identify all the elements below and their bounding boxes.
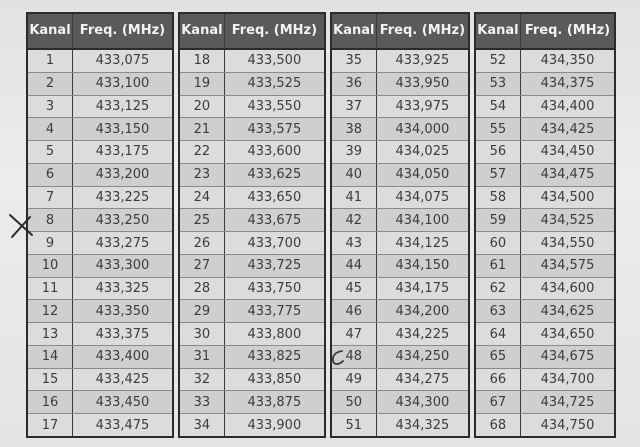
channel-cell: 13 bbox=[28, 323, 73, 345]
table-row bbox=[476, 187, 614, 210]
channel-cell: 31 bbox=[180, 346, 225, 368]
header-frequency: Freq. (MHz) bbox=[379, 23, 466, 38]
handwritten-check-mark bbox=[328, 348, 348, 368]
frequency-cell: 433,275 bbox=[95, 235, 150, 251]
table-row bbox=[332, 278, 468, 301]
channel-cell: 15 bbox=[28, 369, 73, 391]
table-row bbox=[332, 369, 468, 392]
table-row bbox=[28, 300, 172, 323]
frequency-cell: 433,750 bbox=[247, 281, 302, 297]
channel-cell: 58 bbox=[476, 187, 521, 209]
channel-cell: 22 bbox=[180, 141, 225, 163]
channel-cell: 40 bbox=[332, 164, 377, 186]
channel-cell: 14 bbox=[28, 346, 73, 368]
table-row bbox=[180, 118, 324, 141]
table-row bbox=[476, 141, 614, 164]
channel-cell: 56 bbox=[476, 141, 521, 163]
table-row bbox=[180, 369, 324, 392]
table-row bbox=[332, 73, 468, 96]
channel-cell: 8 bbox=[28, 209, 73, 231]
table-row bbox=[28, 118, 172, 141]
frequency-cell: 433,500 bbox=[247, 53, 302, 69]
table-row bbox=[28, 164, 172, 187]
table-row bbox=[332, 255, 468, 278]
table-row bbox=[476, 209, 614, 232]
frequency-cell: 433,225 bbox=[95, 189, 150, 205]
table-row bbox=[180, 50, 324, 73]
table-row bbox=[28, 414, 172, 436]
table-row bbox=[28, 255, 172, 278]
table-row bbox=[332, 50, 468, 73]
frequency-cell: 434,300 bbox=[395, 394, 450, 410]
table-row bbox=[476, 369, 614, 392]
channel-cell: 60 bbox=[476, 232, 521, 254]
channel-cell: 42 bbox=[332, 209, 377, 231]
table-row bbox=[180, 164, 324, 187]
frequency-cell: 434,675 bbox=[540, 349, 595, 365]
frequency-cell: 434,250 bbox=[395, 349, 450, 365]
channel-cell: 20 bbox=[180, 96, 225, 118]
channel-cell: 50 bbox=[332, 391, 377, 413]
channel-cell: 53 bbox=[476, 73, 521, 95]
channel-cell: 64 bbox=[476, 323, 521, 345]
table-row bbox=[332, 209, 468, 232]
frequency-cell: 433,425 bbox=[95, 372, 150, 388]
channel-cell: 44 bbox=[332, 255, 377, 277]
frequency-cell: 434,175 bbox=[395, 281, 450, 297]
frequency-cell: 433,125 bbox=[95, 98, 150, 114]
table-block-4 bbox=[474, 12, 616, 438]
frequency-cell: 433,725 bbox=[247, 258, 302, 274]
table-row bbox=[180, 141, 324, 164]
table-row bbox=[476, 50, 614, 73]
table-row bbox=[332, 346, 468, 369]
channel-cell: 47 bbox=[332, 323, 377, 345]
channel-cell: 49 bbox=[332, 369, 377, 391]
frequency-cell: 433,700 bbox=[247, 235, 302, 251]
channel-cell: 11 bbox=[28, 278, 73, 300]
channel-cell: 1 bbox=[28, 50, 73, 72]
table-row bbox=[332, 414, 468, 436]
channel-cell: 28 bbox=[180, 278, 225, 300]
channel-cell: 66 bbox=[476, 369, 521, 391]
channel-cell: 18 bbox=[180, 50, 225, 72]
table-row bbox=[332, 300, 468, 323]
channel-cell: 29 bbox=[180, 300, 225, 322]
channel-cell: 67 bbox=[476, 391, 521, 413]
table-row bbox=[332, 96, 468, 119]
frequency-cell: 433,450 bbox=[95, 394, 150, 410]
channel-cell: 52 bbox=[476, 50, 521, 72]
frequency-cell: 434,400 bbox=[540, 98, 595, 114]
table-row bbox=[476, 164, 614, 187]
channel-cell: 35 bbox=[332, 50, 377, 72]
channel-cell: 68 bbox=[476, 414, 521, 436]
table-row bbox=[180, 96, 324, 119]
channel-cell: 19 bbox=[180, 73, 225, 95]
channel-cell: 46 bbox=[332, 300, 377, 322]
table-block-1 bbox=[26, 12, 174, 438]
frequency-cell: 433,850 bbox=[247, 372, 302, 388]
frequency-cell: 433,325 bbox=[95, 281, 150, 297]
table-header bbox=[180, 14, 324, 50]
header-channel: Kanal bbox=[180, 14, 225, 48]
channel-cell: 62 bbox=[476, 278, 521, 300]
frequency-cell: 434,550 bbox=[540, 235, 595, 251]
channel-cell: 43 bbox=[332, 232, 377, 254]
channel-cell: 55 bbox=[476, 118, 521, 140]
frequency-cell: 434,650 bbox=[540, 326, 595, 342]
frequency-cell: 433,200 bbox=[95, 167, 150, 183]
table-row bbox=[476, 255, 614, 278]
frequency-cell: 433,600 bbox=[247, 144, 302, 160]
channel-cell: 9 bbox=[28, 232, 73, 254]
table-row bbox=[332, 232, 468, 255]
frequency-cell: 433,875 bbox=[247, 394, 302, 410]
frequency-cell: 433,350 bbox=[95, 303, 150, 319]
frequency-cell: 433,625 bbox=[247, 167, 302, 183]
frequency-cell: 434,725 bbox=[540, 394, 595, 410]
frequency-cell: 434,325 bbox=[395, 417, 450, 433]
frequency-cell: 433,650 bbox=[247, 189, 302, 205]
table-row bbox=[28, 369, 172, 392]
table-row bbox=[476, 232, 614, 255]
channel-cell: 61 bbox=[476, 255, 521, 277]
frequency-cell: 433,800 bbox=[247, 326, 302, 342]
frequency-cell: 433,475 bbox=[95, 417, 150, 433]
header-frequency: Freq. (MHz) bbox=[524, 23, 611, 38]
frequency-cell: 433,175 bbox=[95, 144, 150, 160]
channel-cell: 17 bbox=[28, 414, 73, 436]
table-row bbox=[332, 323, 468, 346]
table-row bbox=[28, 187, 172, 210]
table-row bbox=[180, 278, 324, 301]
channel-cell: 48 bbox=[332, 346, 377, 368]
table-row bbox=[476, 391, 614, 414]
frequency-cell: 433,825 bbox=[247, 349, 302, 365]
table-row bbox=[476, 300, 614, 323]
header-frequency: Freq. (MHz) bbox=[231, 23, 318, 38]
frequency-cell: 434,150 bbox=[395, 258, 450, 274]
frequency-cell: 433,250 bbox=[95, 212, 150, 228]
frequency-cell: 434,100 bbox=[395, 212, 450, 228]
channel-cell: 39 bbox=[332, 141, 377, 163]
table-row bbox=[476, 118, 614, 141]
table-row bbox=[28, 141, 172, 164]
table-block-2 bbox=[178, 12, 326, 438]
frequency-cell: 434,025 bbox=[395, 144, 450, 160]
frequency-cell: 434,750 bbox=[540, 417, 595, 433]
channel-frequency-table bbox=[26, 12, 616, 438]
frequency-cell: 433,675 bbox=[247, 212, 302, 228]
table-row bbox=[180, 300, 324, 323]
frequency-cell: 434,525 bbox=[540, 212, 595, 228]
table-row bbox=[476, 414, 614, 436]
frequency-cell: 434,500 bbox=[540, 189, 595, 205]
channel-cell: 27 bbox=[180, 255, 225, 277]
frequency-cell: 433,525 bbox=[247, 76, 302, 92]
table-row bbox=[332, 391, 468, 414]
frequency-cell: 434,000 bbox=[395, 121, 450, 137]
channel-cell: 36 bbox=[332, 73, 377, 95]
channel-cell: 2 bbox=[28, 73, 73, 95]
channel-cell: 45 bbox=[332, 278, 377, 300]
frequency-cell: 434,200 bbox=[395, 303, 450, 319]
channel-cell: 6 bbox=[28, 164, 73, 186]
channel-cell: 3 bbox=[28, 96, 73, 118]
frequency-cell: 433,925 bbox=[395, 53, 450, 69]
header-channel: Kanal bbox=[28, 14, 73, 48]
table-row bbox=[28, 232, 172, 255]
frequency-cell: 434,450 bbox=[540, 144, 595, 160]
table-row bbox=[332, 118, 468, 141]
handwritten-x-mark bbox=[6, 211, 36, 241]
frequency-cell: 434,350 bbox=[540, 53, 595, 69]
frequency-cell: 433,775 bbox=[247, 303, 302, 319]
frequency-cell: 434,125 bbox=[395, 235, 450, 251]
frequency-cell: 434,475 bbox=[540, 167, 595, 183]
channel-cell: 25 bbox=[180, 209, 225, 231]
table-row bbox=[476, 278, 614, 301]
channel-cell: 59 bbox=[476, 209, 521, 231]
channel-cell: 5 bbox=[28, 141, 73, 163]
channel-cell: 4 bbox=[28, 118, 73, 140]
table-row bbox=[180, 414, 324, 436]
channel-cell: 32 bbox=[180, 369, 225, 391]
frequency-cell: 434,050 bbox=[395, 167, 450, 183]
frequency-cell: 433,975 bbox=[395, 98, 450, 114]
header-channel: Kanal bbox=[332, 14, 377, 48]
table-row bbox=[28, 346, 172, 369]
frequency-cell: 433,950 bbox=[395, 76, 450, 92]
table-header bbox=[28, 14, 172, 50]
channel-cell: 23 bbox=[180, 164, 225, 186]
table-row bbox=[476, 73, 614, 96]
table-row bbox=[180, 232, 324, 255]
channel-cell: 41 bbox=[332, 187, 377, 209]
channel-cell: 10 bbox=[28, 255, 73, 277]
table-row bbox=[332, 164, 468, 187]
frequency-cell: 434,375 bbox=[540, 76, 595, 92]
channel-cell: 7 bbox=[28, 187, 73, 209]
frequency-cell: 433,900 bbox=[247, 417, 302, 433]
channel-cell: 34 bbox=[180, 414, 225, 436]
table-header bbox=[476, 14, 614, 50]
table-row bbox=[332, 187, 468, 210]
channel-cell: 24 bbox=[180, 187, 225, 209]
channel-cell: 54 bbox=[476, 96, 521, 118]
header-channel: Kanal bbox=[476, 14, 521, 48]
table-row bbox=[28, 278, 172, 301]
table-row bbox=[28, 209, 172, 232]
frequency-cell: 433,375 bbox=[95, 326, 150, 342]
table-row bbox=[180, 209, 324, 232]
table-row bbox=[476, 323, 614, 346]
table-row bbox=[28, 323, 172, 346]
table-row bbox=[28, 73, 172, 96]
table-row bbox=[180, 255, 324, 278]
channel-cell: 57 bbox=[476, 164, 521, 186]
table-row bbox=[180, 391, 324, 414]
frequency-cell: 433,100 bbox=[95, 76, 150, 92]
frequency-cell: 433,150 bbox=[95, 121, 150, 137]
frequency-cell: 434,275 bbox=[395, 372, 450, 388]
table-row bbox=[180, 323, 324, 346]
channel-cell: 26 bbox=[180, 232, 225, 254]
frequency-cell: 434,075 bbox=[395, 189, 450, 205]
frequency-cell: 434,625 bbox=[540, 303, 595, 319]
table-row bbox=[180, 187, 324, 210]
channel-cell: 51 bbox=[332, 414, 377, 436]
header-frequency: Freq. (MHz) bbox=[79, 23, 166, 38]
table-row bbox=[180, 73, 324, 96]
table-header bbox=[332, 14, 468, 50]
channel-cell: 33 bbox=[180, 391, 225, 413]
channel-cell: 21 bbox=[180, 118, 225, 140]
frequency-cell: 434,600 bbox=[540, 281, 595, 297]
table-row bbox=[476, 96, 614, 119]
table-row bbox=[180, 346, 324, 369]
frequency-cell: 433,300 bbox=[95, 258, 150, 274]
channel-cell: 30 bbox=[180, 323, 225, 345]
channel-cell: 16 bbox=[28, 391, 73, 413]
table-row bbox=[28, 96, 172, 119]
frequency-cell: 434,425 bbox=[540, 121, 595, 137]
frequency-cell: 433,550 bbox=[247, 98, 302, 114]
table-block-3 bbox=[330, 12, 470, 438]
channel-cell: 37 bbox=[332, 96, 377, 118]
frequency-cell: 434,225 bbox=[395, 326, 450, 342]
channel-cell: 12 bbox=[28, 300, 73, 322]
frequency-cell: 434,700 bbox=[540, 372, 595, 388]
table-row bbox=[332, 141, 468, 164]
table-row bbox=[476, 346, 614, 369]
channel-cell: 38 bbox=[332, 118, 377, 140]
frequency-cell: 433,075 bbox=[95, 53, 150, 69]
table-row bbox=[28, 50, 172, 73]
channel-cell: 65 bbox=[476, 346, 521, 368]
frequency-cell: 434,575 bbox=[540, 258, 595, 274]
frequency-cell: 433,400 bbox=[95, 349, 150, 365]
channel-cell: 63 bbox=[476, 300, 521, 322]
table-row bbox=[28, 391, 172, 414]
frequency-cell: 433,575 bbox=[247, 121, 302, 137]
